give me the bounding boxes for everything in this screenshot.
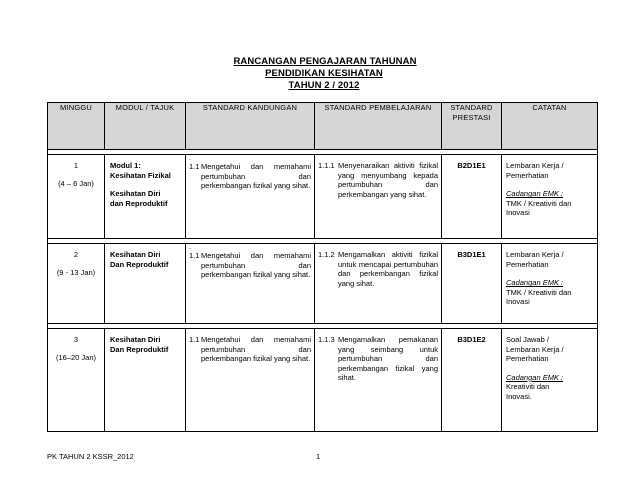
header-kandungan: STANDARD KANDUNGAN xyxy=(186,103,315,150)
module-line: Dan Reproduktif xyxy=(110,344,169,354)
cell-module xyxy=(105,155,186,239)
cell-week xyxy=(48,244,105,324)
catatan-line: Pemerhatian xyxy=(506,170,549,180)
sk-code: 1.1 xyxy=(189,251,200,260)
catatan-line: Pemerhatian xyxy=(506,259,549,269)
table-row xyxy=(48,329,598,432)
cell-prestasi: B3D1E1 xyxy=(442,244,502,324)
module-line: dan Reproduktif xyxy=(110,198,168,208)
sp-code: 1.1.1 xyxy=(318,161,335,170)
module-line: Kesihatan Diri xyxy=(110,335,161,344)
catatan-line: Pemerhatian xyxy=(506,354,549,364)
bullet-dot: . xyxy=(189,155,191,162)
catatan-line: Inovasi. xyxy=(506,391,532,401)
catatan-line: TMK / Kreativiti dan xyxy=(506,198,572,208)
week-number: 3 xyxy=(73,335,79,344)
sp-code: 1.1.3 xyxy=(318,335,335,344)
header-modul: MODUL / TAJUK xyxy=(105,103,186,150)
catatan-line: Kreativiti dan xyxy=(506,382,550,392)
cell-standard-kandungan xyxy=(186,244,315,324)
week-date: (4 – 6 Jan) xyxy=(58,178,94,188)
sk-text: Mengetahui dan memahami pertumbuhan dan perkembangan fizikal yang sihat. xyxy=(201,335,311,364)
catatan-line: Lembaran Kerja / xyxy=(506,250,564,259)
cell-catatan xyxy=(502,244,598,324)
table-header-row xyxy=(48,103,598,150)
header-catatan: CATATAN xyxy=(502,103,598,150)
cell-prestasi: B2D1E1 xyxy=(442,155,502,239)
footer-document-label: PK TAHUN 2 KSSR_2012 xyxy=(47,452,134,461)
document-title xyxy=(0,56,638,92)
cell-module xyxy=(105,244,186,324)
sp-text: Menyenaraikan aktiviti fizikal yang menyumbang kepada pertumbuhan dan perkembangan yang sihat. xyxy=(338,161,438,199)
cell-module xyxy=(105,329,186,432)
module-line: Kesihatan Diri xyxy=(110,250,161,259)
cell-standard-pembelajaran xyxy=(315,155,442,239)
header-prestasi-line-2: PRESTASI xyxy=(452,112,491,122)
sk-code: 1.1 xyxy=(189,335,200,344)
cadangan-emk-label: Cadangan EMK : xyxy=(506,189,564,199)
cell-week xyxy=(48,329,105,432)
cell-standard-kandungan xyxy=(186,155,315,239)
lesson-plan-table xyxy=(47,102,598,432)
title-line-2: PENDIDIKAN KESIHATAN xyxy=(265,68,383,79)
module-line: Modul 1: xyxy=(110,161,141,170)
cell-standard-pembelajaran xyxy=(315,329,442,432)
catatan-line: Lembaran Kerja / xyxy=(506,161,564,170)
week-number: 2 xyxy=(73,250,79,259)
table-row xyxy=(48,155,598,239)
cadangan-emk-label: Cadangan EMK : xyxy=(506,372,564,382)
sp-text: Mengamalkan pemakanan yang seimbang untuk pertumbuhan dan perkembangan fizikal yang sihat. xyxy=(338,335,438,383)
sp-text: Mengamalkan aktiviti fizikal untuk mencapai pertumbuhan dan perkembangan fizikal yang sihat. xyxy=(338,250,438,288)
module-line: Dan Reproduktif xyxy=(110,259,169,269)
cell-prestasi: B3D1E2 xyxy=(442,329,502,432)
catatan-line: Lembaran Kerja / xyxy=(506,344,564,354)
footer-page-number: 1 xyxy=(316,452,321,461)
cell-standard-kandungan xyxy=(186,329,315,432)
header-minggu: MINGGU xyxy=(48,103,105,150)
bullet-dot: . xyxy=(189,244,191,251)
header-pembelajaran: STANDARD PEMBELAJARAN xyxy=(315,103,442,150)
catatan-line: TMK / Kreativiti dan xyxy=(506,287,572,297)
module-line: Kesihatan Fizikal xyxy=(110,170,171,180)
sk-text: Mengetahui dan memahami pertumbuhan dan perkembangan fizikal yang sihat. xyxy=(201,162,311,191)
week-number: 1 xyxy=(73,161,79,170)
cadangan-emk-label: Cadangan EMK : xyxy=(506,278,564,288)
title-line-3: TAHUN 2 / 2012 xyxy=(288,80,360,91)
table-row xyxy=(48,244,598,324)
sk-text: Mengetahui dan memahami pertumbuhan dan perkembangan fizikal yang sihat. xyxy=(201,251,311,280)
cell-week xyxy=(48,155,105,239)
week-date: (16–20 Jan) xyxy=(55,352,97,362)
sp-code: 1.1.2 xyxy=(318,250,335,259)
cell-standard-pembelajaran xyxy=(315,244,442,324)
module-line: Kesihatan Diri xyxy=(110,189,161,199)
week-date: (9 - 13 Jan) xyxy=(56,267,96,277)
cell-catatan xyxy=(502,329,598,432)
catatan-line: Inovasi xyxy=(506,208,530,218)
cell-catatan xyxy=(502,155,598,239)
catatan-line: Inovasi xyxy=(506,297,530,307)
header-prestasi xyxy=(442,103,502,150)
title-line-1: RANCANGAN PENGAJARAN TAHUNAN xyxy=(233,56,417,67)
sk-code: 1.1 xyxy=(189,162,200,171)
catatan-line: Soal Jawab / xyxy=(506,335,549,344)
header-prestasi-line-1: STANDARD xyxy=(450,103,493,112)
